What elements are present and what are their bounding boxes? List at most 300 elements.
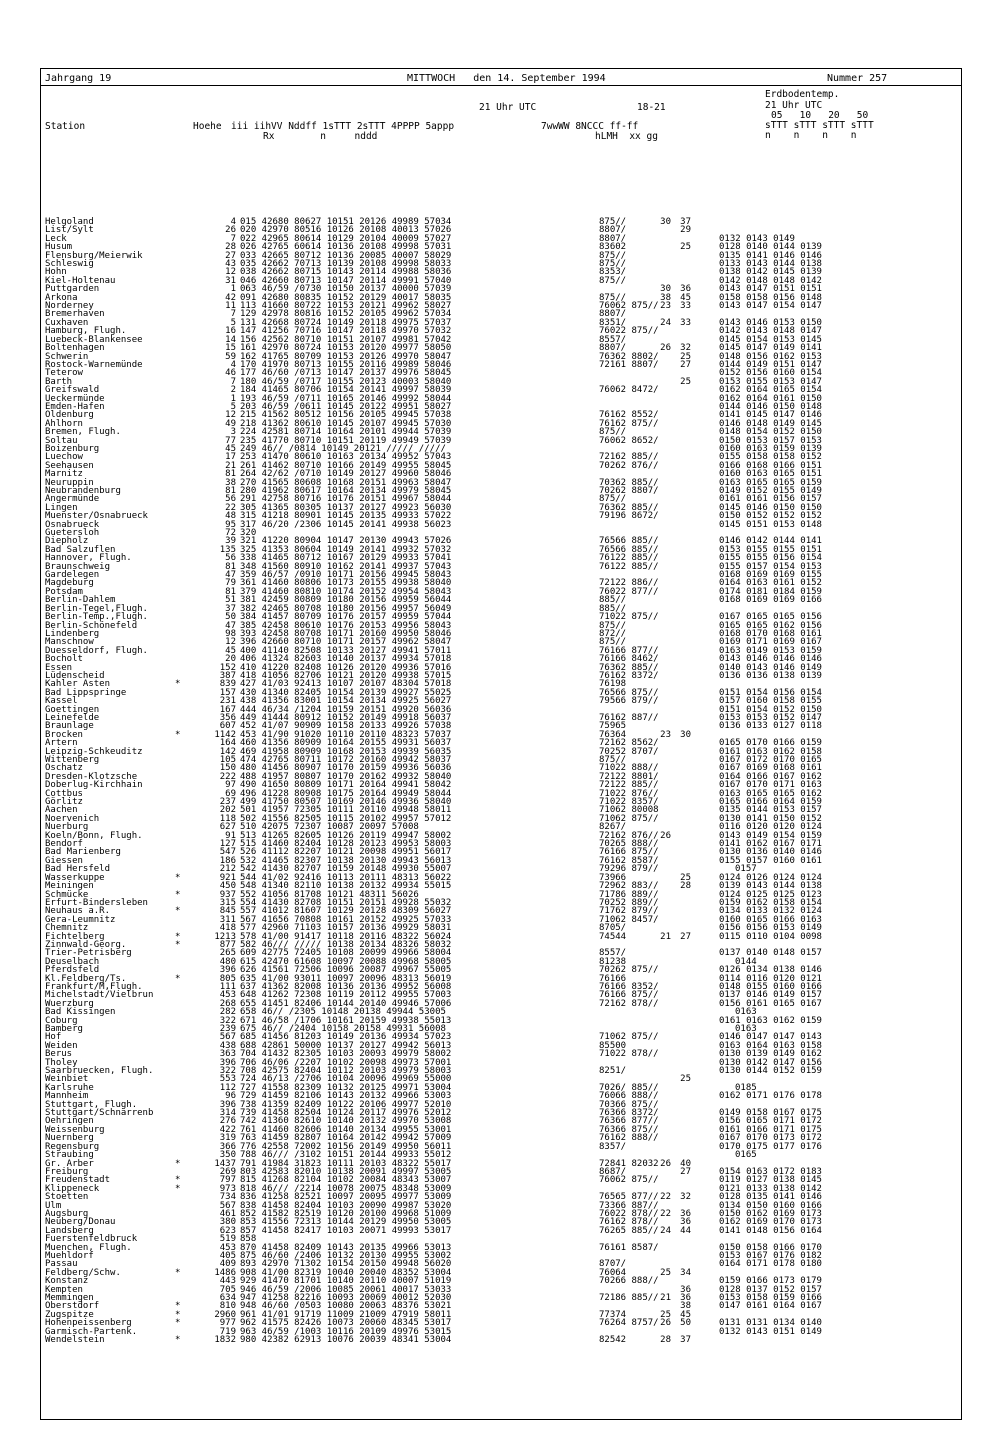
synop-codes: 853 41556 72313 10144 20129 49950 53005 [240, 1217, 452, 1228]
weather-group: 70262 875// [599, 965, 659, 976]
weather-group: 76566 875// [599, 687, 659, 698]
station-row [45, 521, 957, 529]
weather-group: 875// [599, 494, 627, 505]
synop-codes: 704 41432 82305 10103 20093 49979 58002 [240, 1049, 452, 1060]
synop-codes: 513 41265 82605 10126 20119 49947 58002 [240, 830, 452, 841]
station-altitude: 72 [225, 528, 236, 539]
station-name: Wasserkuppe [45, 872, 105, 883]
station-name: Regensburg [45, 1141, 100, 1152]
weather-group: 76062 875// [599, 1175, 659, 1186]
station-altitude: 16 [225, 326, 236, 337]
gust-min: 23 [660, 301, 671, 312]
weather-group: 71062 8457/ [599, 914, 659, 925]
weather-group: 76366 875// [599, 1124, 659, 1135]
station-altitude: 15 [225, 343, 236, 354]
weather-group: 70366 875// [599, 1099, 659, 1110]
gust-max: 36 [680, 1208, 691, 1219]
station-altitude: 4 [230, 217, 236, 227]
synop-codes: 453 41/90 91020 10110 20110 48323 57037 [240, 729, 452, 740]
station-altitude: 453 [219, 1242, 236, 1253]
synop-codes: 444 46/34 /1204 10159 20151 49920 56036 [240, 704, 452, 715]
mountain-marker: * [175, 1301, 181, 1312]
station-name: Weiden [45, 1040, 78, 1051]
station-name: Goettingen [45, 704, 100, 715]
soil-temps: 0174 0181 0184 0159 [719, 586, 822, 597]
station-altitude: 839 [219, 679, 236, 690]
soil-temps: 0151 0154 0152 0150 [719, 704, 822, 715]
station-altitude: 5 [230, 317, 236, 328]
station-name: Nuerburg [45, 822, 89, 833]
station-name: Saarbruecken, Flugh. [45, 1066, 154, 1077]
station-altitude: 1832 [214, 1335, 236, 1346]
gust-min: 21 [660, 931, 671, 942]
station-name: Luechow [45, 452, 83, 463]
station-altitude: 77 [225, 435, 236, 446]
station-altitude: 405 [219, 1250, 236, 1261]
soil-temps: 0157 [735, 864, 757, 875]
gust-min: 22 [660, 1192, 671, 1203]
station-altitude: 20 [225, 654, 236, 665]
synop-codes: 131 42668 80724 10149 20118 49975 57037 [240, 317, 452, 328]
weather-group: 79296 879// [599, 864, 659, 875]
synop-codes: 526 41112 82207 10121 20098 49951 56017 [240, 847, 452, 858]
station-name: Luebeck-Blankensee [45, 334, 143, 345]
station-altitude: 39 [225, 536, 236, 547]
station-altitude: 422 [219, 1124, 236, 1135]
weather-group: 76022 878// [599, 1208, 659, 1219]
station-altitude: 276 [219, 1116, 236, 1127]
station-name: Chemnitz [45, 923, 89, 934]
gust-min: 26 [660, 830, 671, 841]
soil-temps: 0163 0164 0163 0158 [719, 1040, 822, 1051]
station-name: Bad Lippspringe [45, 687, 127, 698]
weather-group: 8557/ [599, 334, 627, 345]
soil-temps: 0168 0169 0169 0166 [719, 595, 822, 606]
station-name: Marnitz [45, 469, 83, 480]
synop-codes: 857 41458 82417 10103 20071 49993 53017 [240, 1225, 452, 1236]
soil-temps: 0143 0149 0154 0159 [719, 830, 822, 841]
station-altitude: 22 [225, 502, 236, 513]
soil-temps: 0139 0143 0144 0138 [719, 881, 822, 892]
soil-temps: 0124 0125 0125 0123 [719, 889, 822, 900]
weather-group: 76062 8472/ [599, 385, 659, 396]
issue-label: Nummer 257 [827, 73, 888, 84]
synop-codes: 648 41262 72308 10119 20112 49955 57003 [240, 990, 452, 1001]
synop-codes: 338 41465 80712 10167 20129 49933 57041 [240, 553, 452, 564]
soil-temps: 0169 0171 0169 0167 [719, 637, 822, 648]
station-altitude: 734 [219, 1192, 236, 1203]
synop-codes: 382 42465 80708 10180 20156 49957 56049 [240, 603, 452, 614]
synop-codes: 675 46// /2404 10158 20158 49931 56008 [240, 1024, 446, 1034]
weather-group: 76162 8372/ [599, 670, 659, 681]
soil-temps: 0141 0162 0167 0171 [719, 839, 822, 850]
weather-group: 79566 879// [599, 696, 659, 707]
station-name: Brocken [45, 729, 83, 740]
station-name: Neuhaus a.R. [45, 906, 111, 917]
soil-temps: 0159 0166 0173 0179 [719, 1276, 822, 1287]
soil-temps: 0130 0136 0140 0146 [719, 847, 822, 858]
station-altitude: 27 [225, 250, 236, 261]
synop-codes: 791 41984 31823 10111 20103 48322 55017 [240, 1158, 452, 1169]
soil-temps: 0147 0161 0164 0167 [719, 1301, 822, 1312]
station-altitude: 1486 [214, 1267, 236, 1278]
weather-group: 76064 [599, 1267, 627, 1278]
mountain-marker: * [175, 1175, 181, 1186]
soil-temps: 0163 0165 0165 0162 [719, 788, 822, 799]
synop-codes: 381 42459 80809 10180 20156 49959 56044 [240, 595, 452, 606]
weather-group: 70265 888// [599, 839, 659, 850]
synop-codes: 501 41957 72305 10111 20110 49948 58011 [240, 805, 452, 816]
station-altitude: 443 [219, 1276, 236, 1287]
station-altitude: 127 [219, 839, 236, 850]
weather-group: 76166 [599, 973, 627, 984]
station-name: Essen [45, 662, 73, 673]
station-altitude: 45 [225, 645, 236, 656]
synop-codes: 320 [240, 528, 257, 539]
soil-temps: 0116 0120 0120 0124 [719, 822, 822, 833]
soil-temps: 0163 0149 0153 0159 [719, 645, 822, 656]
station-name: Husum [45, 242, 73, 253]
station-row [45, 1143, 957, 1151]
station-altitude: 921 [219, 872, 236, 883]
soil-temps: 0141 0148 0156 0164 [719, 1225, 822, 1236]
synop-codes: 858 [240, 1234, 257, 1245]
weather-group: 76162 887// [599, 712, 659, 723]
synop-codes: 063 46/59 /0730 10150 20137 40000 57039 [240, 284, 452, 295]
mountain-marker: * [175, 931, 181, 942]
weather-group: 71022 8357/ [599, 797, 659, 808]
station-name: Berlin-Temp.,Flugh. [45, 612, 148, 623]
soil-temps: 0148 0154 0152 0150 [719, 427, 822, 438]
station-name: Bocholt [45, 654, 83, 665]
synop-codes: 836 41258 82521 10097 20095 49977 53009 [240, 1192, 452, 1203]
wind-range: 18-21 [637, 102, 666, 113]
station-name: Schleswig [45, 259, 94, 270]
weather-group: 71022 875// [599, 612, 659, 623]
station-name: Karlsruhe [45, 1082, 94, 1093]
station-name: Berlin-Dahlem [45, 595, 116, 606]
weather-group: 72122 8801/ [599, 771, 659, 782]
synop-codes: 015 42680 80627 10151 20126 49989 57034 [240, 217, 452, 227]
gust-max: 50 [680, 1318, 691, 1329]
synop-codes: 803 42583 82010 10138 20091 49997 53005 [240, 1166, 452, 1177]
station-name: Bendorf [45, 839, 83, 850]
soil-temps: 0165 0165 0162 0156 [719, 620, 822, 631]
station-altitude: 202 [219, 805, 236, 816]
weather-group: 875// [599, 427, 627, 438]
synop-codes: 946 46/59 /2006 10085 20061 40017 53033 [240, 1284, 452, 1295]
gust-max: 30 [680, 729, 691, 740]
station-row [45, 302, 957, 310]
synop-codes: 162 41765 80709 10153 20126 49970 58047 [240, 351, 452, 362]
station-altitude: 26 [225, 225, 236, 236]
synop-codes: 515 41460 82404 10128 20123 49953 58003 [240, 839, 452, 850]
station-altitude: 1142 [214, 729, 236, 740]
weather-group: 8251/ [599, 1066, 627, 1077]
synop-codes: 469 41958 80909 10168 20153 49939 56035 [240, 746, 452, 757]
synop-codes: 635 41/00 93011 10097 20096 48313 56019 [240, 973, 452, 984]
station-altitude: 231 [219, 696, 236, 707]
synop-codes: 177 46/60 /0713 10147 20137 49976 58045 [240, 368, 452, 379]
synop-codes: 761 41460 82606 10140 20134 49955 53001 [240, 1124, 452, 1135]
synop-codes: 156 42562 80710 10151 20107 49981 57042 [240, 334, 452, 345]
station-name: Kassel [45, 696, 78, 707]
mountain-marker: * [175, 872, 181, 883]
station-altitude: 2960 [214, 1309, 236, 1320]
station-row [45, 218, 957, 226]
weather-group: 76022 875// [599, 326, 659, 337]
station-name: Bremerhaven [45, 309, 105, 320]
station-name: Dresden-Klotzsche [45, 771, 138, 782]
soil-temps: 0165 0170 0166 0159 [719, 738, 822, 749]
synop-codes: 655 41451 82406 10144 20140 49946 57006 [240, 998, 452, 1009]
station-altitude: 607 [219, 721, 236, 732]
soil-temps: 0135 0141 0146 0146 [719, 250, 822, 261]
station-name: Konstanz [45, 1276, 89, 1287]
soil-temps: 0114 0116 0120 0121 [719, 973, 822, 984]
weather-group: 8267/ [599, 822, 627, 833]
synop-codes: 671 46/58 /1706 10161 20159 49938 55013 [240, 1015, 452, 1026]
station-altitude: 97 [225, 780, 236, 791]
station-name: Gr. Arber [45, 1158, 94, 1169]
station-row [45, 1302, 957, 1310]
weather-group: 885// [599, 603, 627, 614]
synop-codes: 685 41456 81203 10149 20136 49934 57023 [240, 1032, 452, 1043]
soil-temps: 0136 0136 0138 0139 [719, 670, 822, 681]
synop-codes: 035 42662 70713 10139 20108 49998 58033 [240, 259, 452, 270]
soil-temps: 0148 0155 0160 0166 [719, 981, 822, 992]
soil-temps: 0167 0165 0165 0156 [719, 612, 822, 623]
station-name: Neubrandenburg [45, 486, 121, 496]
station-name: Zinnwald-Georg. [45, 939, 127, 950]
station-row [45, 672, 957, 680]
soil-temps: 0162 0169 0170 0173 [719, 1217, 822, 1228]
synop-codes: 582 46/// ///// 10138 20134 48326 58032 [240, 939, 452, 950]
station-altitude: 81 [225, 586, 236, 597]
station-altitude: 56 [225, 553, 236, 564]
station-name: Freiburg [45, 1166, 89, 1177]
gust-max: 44 [680, 1225, 691, 1236]
gust-max: 45 [680, 1309, 691, 1320]
synop-codes: 542 41430 82707 10159 20148 49930 55007 [240, 864, 452, 875]
weather-group: 8807/ [599, 309, 627, 320]
station-name: Görlitz [45, 797, 83, 808]
weather-group: 76264 8757/ [599, 1318, 659, 1329]
gust-max: 34 [680, 1267, 691, 1278]
weather-group: 76366 877// [599, 1116, 659, 1127]
weather-group: 76566 885// [599, 536, 659, 547]
synop-codes: 418 41056 82706 10121 20120 49938 57015 [240, 670, 452, 681]
soil-temps: 0170 0175 0177 0176 [719, 1141, 822, 1152]
station-row [45, 596, 957, 604]
mountain-marker: * [175, 1318, 181, 1329]
synop-codes: 615 42470 61608 10097 20088 49968 58005 [240, 956, 452, 967]
synop-codes: 385 42458 80610 10176 20153 49956 58043 [240, 620, 452, 631]
station-name: Berlin-Tegel,Flugh. [45, 603, 148, 614]
soil-temps: 0161 0163 0162 0158 [719, 746, 822, 757]
station-name: Landsberg [45, 1225, 94, 1236]
date-label: MITTWOCH den 14. September 1994 [407, 73, 606, 84]
weather-group: 71022 876// [599, 788, 659, 799]
station-altitude: 805 [219, 973, 236, 984]
station-altitude: 95 [225, 519, 236, 530]
weather-group: 76166 875// [599, 847, 659, 858]
weather-group: 76364 [599, 729, 627, 740]
gust-max: 25 [680, 1074, 691, 1085]
col-codes-2: Rx n nddd [263, 131, 378, 142]
weather-group: 875// [599, 259, 627, 270]
synop-codes: 020 42970 80516 10126 20108 40013 57026 [240, 225, 452, 236]
station-name: Erfurt-Bindersleben [45, 897, 148, 908]
weather-group: 71062 80008 [599, 805, 659, 816]
station-name: Seehausen [45, 460, 94, 471]
soil-temps: 0132 0143 0151 0149 [719, 1326, 822, 1337]
synop-codes: 544 41/02 92416 10113 20111 48313 56022 [240, 872, 452, 883]
gust-max: 45 [680, 292, 691, 303]
station-name: Fichtelberg [45, 931, 105, 942]
weather-group: 76565 877// [599, 1192, 659, 1203]
synop-codes: 379 41460 80810 10174 20152 49954 58043 [240, 586, 452, 597]
soil-temps: 0128 0137 0152 0157 [719, 1284, 822, 1295]
station-name: Diepholz [45, 536, 89, 547]
synop-codes: 396 42660 80710 10171 20157 49962 58047 [240, 637, 452, 648]
mountain-marker: * [175, 1335, 181, 1346]
synop-codes: 280 41962 80617 10164 20134 49979 58045 [240, 486, 452, 496]
station-name: Boltenhagen [45, 343, 105, 354]
station-name: Leipzig-Schkeuditz [45, 746, 143, 757]
station-name: Gardelegen [45, 570, 100, 581]
weather-group: 7026/ 885// [599, 1082, 659, 1093]
mountain-marker: * [175, 906, 181, 917]
mountain-marker: * [175, 973, 181, 984]
weather-group: 875// [599, 755, 627, 765]
soil-temps: 0155 0157 0154 0153 [719, 561, 822, 572]
station-altitude: 31 [225, 275, 236, 286]
station-name: Oehringen [45, 1116, 94, 1127]
synop-codes: 870 41458 82409 10143 20135 49966 53013 [240, 1242, 452, 1253]
station-name: Stoetten [45, 1192, 89, 1203]
weather-group: 77374 [599, 1309, 627, 1320]
synop-codes: 026 42765 60614 10136 20108 49998 57031 [240, 242, 452, 253]
station-altitude: 56 [225, 494, 236, 505]
soil-temps: 0153 0158 0159 0166 [719, 1293, 822, 1303]
weather-group: 73966 [599, 872, 627, 883]
weather-group: 8687/ [599, 1166, 627, 1177]
bulletin-page [40, 68, 962, 1420]
weather-group: 76166 875// [599, 990, 659, 1001]
synop-codes: 893 42970 71302 10154 20150 49948 56020 [240, 1259, 452, 1270]
synop-codes: 480 41456 80907 10170 20159 49936 56036 [240, 763, 452, 774]
soil-temps: 0145 0154 0153 0145 [719, 334, 822, 345]
station-altitude: 450 [219, 881, 236, 892]
station-name: Ueckermünde [45, 393, 105, 404]
weather-group: 76366 8372/ [599, 1108, 659, 1119]
synop-codes: 838 41458 82404 10103 20090 49987 53020 [240, 1200, 452, 1211]
station-altitude: 38 [225, 477, 236, 488]
soil-temps: 0115 0110 0104 0098 [719, 931, 822, 942]
synop-codes: 449 41444 80912 10152 20149 49918 56037 [240, 712, 452, 723]
station-altitude: 212 [219, 864, 236, 875]
station-altitude: 322 [219, 1066, 236, 1077]
soil-temps: 0155 0155 0156 0154 [719, 553, 822, 564]
weather-group: 872// [599, 628, 627, 639]
soil-temps: 0155 0157 0160 0161 [719, 855, 822, 866]
station-name: Boizenburg [45, 443, 100, 454]
soil-time: 21 Uhr UTC [765, 100, 823, 111]
station-altitude: 1 [230, 284, 236, 295]
station-altitude: 135 [219, 544, 236, 555]
gust-max: 37 [680, 1335, 691, 1346]
station-name: Feldberg/Schw. [45, 1267, 121, 1278]
synop-codes: 852 41582 82519 10120 20100 49968 51009 [240, 1208, 452, 1219]
synop-codes: 499 41750 80507 10169 20146 49936 58040 [240, 797, 452, 808]
soil-temps: 0154 0163 0172 0183 [719, 1166, 822, 1177]
soil-temps: 0137 0140 0148 0157 [719, 948, 822, 959]
synop-codes: 427 41/03 92413 10107 20107 48304 57018 [240, 679, 452, 690]
station-name: Coburg [45, 1015, 78, 1026]
weather-group: 76362 885// [599, 502, 659, 513]
station-altitude: 111 [219, 981, 236, 992]
synop-codes: 552 41056 81708 10121 48311 56026 [240, 889, 419, 900]
station-altitude: 311 [219, 914, 236, 925]
soil-temps: 0143 0146 0146 0146 [719, 654, 822, 665]
station-altitude: 350 [219, 1150, 236, 1161]
station-altitude: 69 [225, 788, 236, 799]
station-name: Wittenberg [45, 755, 100, 765]
station-name: Bamberg [45, 1024, 83, 1034]
station-name: Deuselbach [45, 956, 100, 967]
weather-group: 8353/ [599, 267, 627, 278]
soil-temps: 0143 0147 0154 0147 [719, 301, 822, 312]
soil-temps: 0134 0133 0132 0124 [719, 906, 822, 917]
station-altitude: 5 [230, 401, 236, 412]
station-row [45, 1260, 957, 1268]
soil-temps: 0130 0139 0149 0162 [719, 1049, 822, 1060]
soil-temps: 0142 0148 0148 0142 [719, 275, 822, 286]
synop-codes: 554 41430 82708 10151 20151 49928 55032 [240, 897, 452, 908]
station-altitude: 519 [219, 1234, 236, 1245]
station-altitude: 3 [230, 427, 236, 438]
station-altitude: 37 [225, 603, 236, 614]
station-name: Doberlug-Kirchhain [45, 780, 143, 791]
synop-codes: 091 42680 80835 10152 20129 40017 58035 [240, 292, 452, 303]
soil-temps: 0138 0142 0145 0139 [719, 267, 822, 278]
soil-temps: 0164 0166 0167 0162 [719, 771, 822, 782]
station-altitude: 152 [219, 662, 236, 673]
station-altitude: 50 [225, 612, 236, 623]
station-name: Kempten [45, 1284, 83, 1295]
station-altitude: 239 [219, 1024, 236, 1034]
station-altitude: 7 [230, 233, 236, 244]
weather-group: 73366 887// [599, 1200, 659, 1211]
station-name: Arkona [45, 292, 78, 303]
station-name: Braunschweig [45, 561, 111, 572]
station-altitude: 322 [219, 1015, 236, 1026]
mountain-marker: * [175, 1183, 181, 1194]
station-name: Hohn [45, 267, 67, 278]
station-altitude: 268 [219, 998, 236, 1009]
synop-codes: 129 42978 80816 10152 20105 49962 57034 [240, 309, 452, 320]
station-row [45, 1000, 957, 1008]
station-row [45, 722, 957, 730]
station-altitude: 4 [230, 359, 236, 370]
station-name: Memmingen [45, 1293, 94, 1303]
station-name: Manschnow [45, 637, 94, 648]
station-name: Soltau [45, 435, 78, 446]
station-altitude: 12 [225, 410, 236, 421]
station-altitude: 237 [219, 797, 236, 808]
station-name: Leinefelde [45, 712, 100, 723]
